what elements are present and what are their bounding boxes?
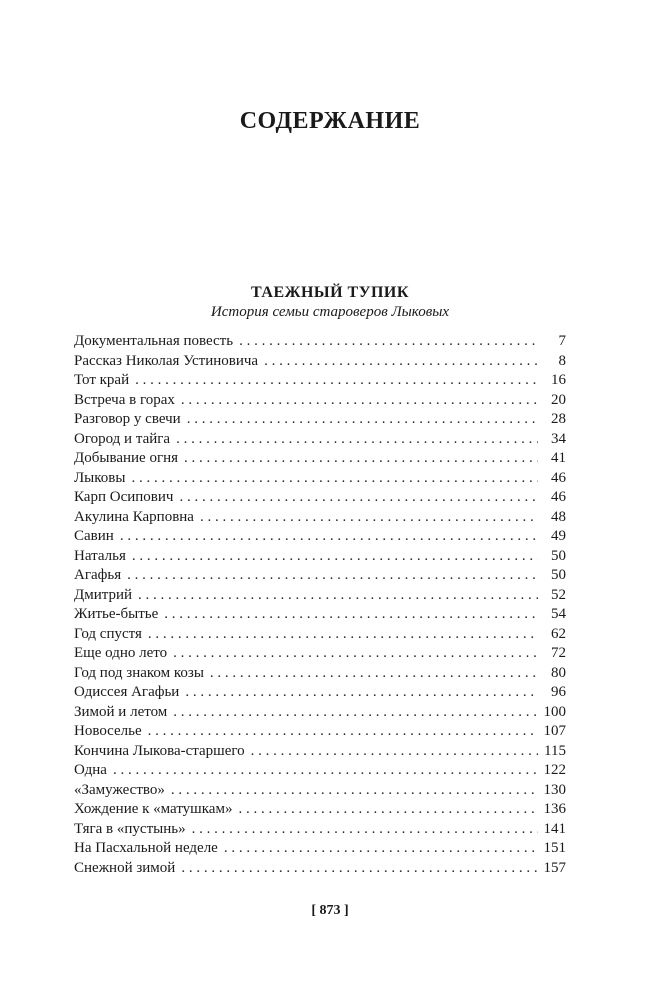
toc-entry-title: Рассказ Николая Устиновича xyxy=(74,352,259,369)
toc-entry-title: Разговор у свечи xyxy=(74,411,181,427)
toc-entry[interactable] xyxy=(74,352,566,372)
dot-leader xyxy=(131,469,538,489)
toc-entry-title: Огород и тайга xyxy=(74,430,171,447)
toc-entry-title: Одна xyxy=(74,762,107,778)
dot-leader xyxy=(238,800,537,820)
toc-entry-page: 100 xyxy=(543,703,566,720)
toc-entry[interactable] xyxy=(74,332,566,352)
toc-entry-title: Добывание огня xyxy=(74,450,179,466)
toc-entry-title: Кончина Лыкова-старшего xyxy=(74,742,245,759)
toc-entry-title: Тяга в «пустынь» xyxy=(74,820,186,837)
toc-entry-page: 122 xyxy=(543,762,566,778)
toc-entry-title: Агафья xyxy=(74,567,122,583)
toc-entry[interactable] xyxy=(74,644,566,664)
toc-entry[interactable] xyxy=(74,586,566,606)
toc-entry[interactable] xyxy=(74,449,566,469)
toc-entry-page: 16 xyxy=(551,372,566,388)
toc-entry-page: 96 xyxy=(551,684,566,700)
toc-entry-page: 151 xyxy=(543,840,566,856)
toc-entry-page: 136 xyxy=(543,801,566,817)
dot-leader xyxy=(120,527,538,547)
toc-entry-page: 20 xyxy=(551,391,566,408)
toc-entry-title: Год под знаком козы xyxy=(74,664,204,681)
toc-entry[interactable] xyxy=(74,761,566,781)
page-number: [ 873 ] xyxy=(311,903,349,918)
dot-leader xyxy=(184,449,538,469)
toc-entry-title: Зимой и летом xyxy=(74,703,168,720)
toc-entry-page: 8 xyxy=(558,352,566,369)
dot-leader xyxy=(192,820,538,840)
dot-leader xyxy=(132,547,538,567)
toc-entry-title: Акулина Карповна xyxy=(74,508,194,525)
toc-entry[interactable] xyxy=(74,625,566,645)
toc-entry[interactable] xyxy=(74,859,566,879)
dot-leader xyxy=(179,488,538,508)
toc-entry[interactable] xyxy=(74,781,566,801)
toc-entry-page: 46 xyxy=(551,489,566,505)
dot-leader xyxy=(138,586,538,606)
toc-entry[interactable] xyxy=(74,605,566,625)
toc-entry[interactable] xyxy=(74,508,566,528)
toc-entry[interactable] xyxy=(74,683,566,703)
dot-leader xyxy=(164,605,538,625)
toc-entry[interactable] xyxy=(74,839,566,859)
toc-entry-title: Еще одно лето xyxy=(74,645,168,661)
dot-leader xyxy=(113,761,538,781)
dot-leader xyxy=(181,859,537,879)
table-of-contents xyxy=(74,332,566,878)
toc-entry[interactable] xyxy=(74,371,566,391)
toc-entry-title: Житье-бытье xyxy=(74,606,159,622)
toc-entry-page: 28 xyxy=(551,411,566,427)
dot-leader xyxy=(176,430,538,450)
toc-entry[interactable] xyxy=(74,410,566,430)
toc-entry[interactable] xyxy=(74,664,566,684)
dot-leader xyxy=(239,332,538,352)
toc-entry-page: 54 xyxy=(551,606,566,622)
toc-entry-page: 50 xyxy=(551,547,566,564)
toc-entry-page: 107 xyxy=(543,723,566,739)
section-subtitle: История семьи староверов Лыковых xyxy=(210,304,450,320)
toc-entry-title: Год спустя xyxy=(74,625,142,642)
dot-leader xyxy=(181,391,538,411)
toc-entry[interactable] xyxy=(74,800,566,820)
toc-entry[interactable] xyxy=(74,430,566,450)
toc-entry-title: Снежной зимой xyxy=(74,859,176,876)
toc-entry-page: 41 xyxy=(551,450,566,466)
toc-entry-page: 62 xyxy=(551,625,566,642)
toc-entry-page: 46 xyxy=(551,469,566,486)
toc-entry-title: Дмитрий xyxy=(74,586,133,603)
toc-entry-title: «Замужество» xyxy=(74,781,165,798)
toc-entry-page: 7 xyxy=(558,333,566,349)
toc-entry-title: Встреча в горах xyxy=(74,391,175,408)
toc-entry-title: Тот край xyxy=(74,372,130,388)
dot-leader xyxy=(148,722,538,742)
toc-entry-title: Документальная повесть xyxy=(74,333,234,349)
dot-leader xyxy=(135,371,538,391)
toc-entry-page: 141 xyxy=(543,820,566,837)
dot-leader xyxy=(148,625,538,645)
toc-entry-title: На Пасхальной неделе xyxy=(74,840,218,856)
dot-leader xyxy=(173,644,538,664)
dot-leader xyxy=(187,410,538,430)
toc-entry-page: 34 xyxy=(551,430,566,447)
toc-entry-title: Лыковы xyxy=(74,469,126,486)
toc-entry[interactable] xyxy=(74,742,566,762)
toc-entry-title: Наталья xyxy=(74,547,126,564)
toc-entry-page: 80 xyxy=(551,664,566,681)
dot-leader xyxy=(173,703,537,723)
toc-entry-page: 50 xyxy=(551,567,566,583)
toc-entry[interactable] xyxy=(74,547,566,567)
toc-entry[interactable] xyxy=(74,391,566,411)
toc-entry[interactable] xyxy=(74,703,566,723)
toc-entry[interactable] xyxy=(74,488,566,508)
dot-leader xyxy=(224,839,538,859)
dot-leader xyxy=(200,508,538,528)
dot-leader xyxy=(210,664,538,684)
toc-entry-page: 115 xyxy=(544,742,566,759)
toc-entry-page: 130 xyxy=(543,781,566,798)
dot-leader xyxy=(127,566,538,586)
toc-entry-page: 52 xyxy=(551,586,566,603)
toc-entry-title: Новоселье xyxy=(74,723,142,739)
dot-leader xyxy=(185,683,538,703)
toc-entry-title: Хождение к «матушкам» xyxy=(74,801,233,817)
dot-leader xyxy=(171,781,538,801)
toc-entry[interactable] xyxy=(74,566,566,586)
page-heading: СОДЕРЖАНИЕ xyxy=(239,108,421,134)
toc-entry-page: 157 xyxy=(543,859,566,876)
dot-leader xyxy=(251,742,538,762)
toc-entry-page: 72 xyxy=(551,645,566,661)
toc-entry-title: Савин xyxy=(74,528,114,544)
toc-entry-page: 49 xyxy=(551,528,566,544)
toc-entry-page: 48 xyxy=(551,508,566,525)
toc-entry[interactable] xyxy=(74,820,566,840)
toc-entry-title: Одиссея Агафьи xyxy=(74,684,180,700)
toc-entry[interactable] xyxy=(74,527,566,547)
dot-leader xyxy=(264,352,538,372)
toc-entry[interactable] xyxy=(74,469,566,489)
toc-entry[interactable] xyxy=(74,722,566,742)
section-title: ТАЕЖНЫЙ ТУПИК xyxy=(251,284,409,301)
toc-entry-title: Карп Осипович xyxy=(74,489,174,505)
